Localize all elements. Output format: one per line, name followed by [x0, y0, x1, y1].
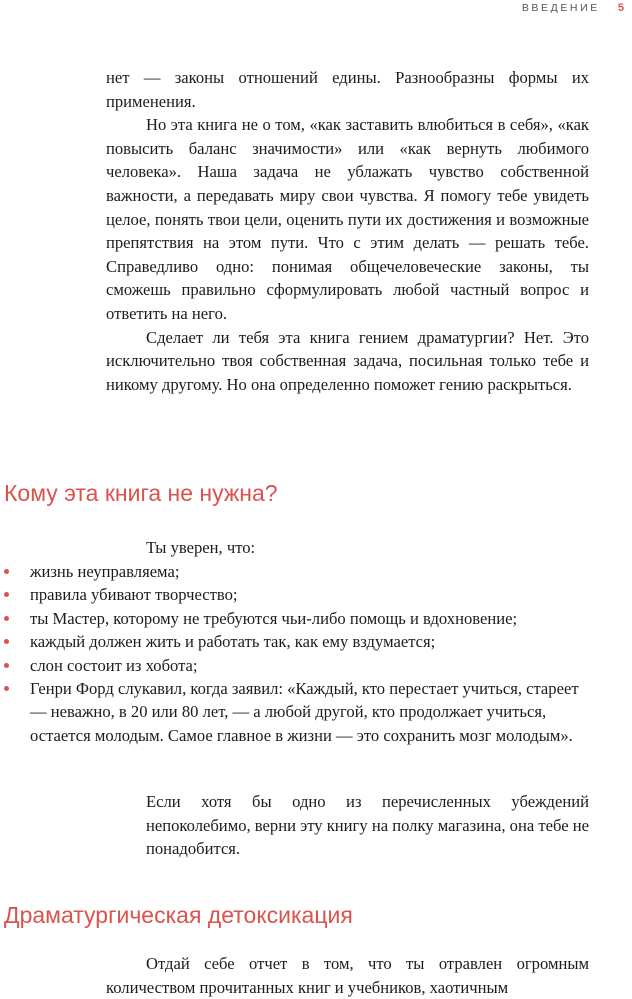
list-item: каждый должен жить и работать так, как ему вздумается;	[30, 630, 590, 653]
section-heading: Кому эта книга не нужна?	[4, 480, 278, 506]
bullet-icon	[4, 569, 9, 574]
bullet-icon	[4, 616, 9, 621]
section-label: ВВЕДЕНИЕ	[521, 2, 600, 14]
paragraph: Сделает ли тебя эта книга гением драматургии? Нет. Это исключительно твоя собственная задача, посильная только тебе и никому другому. Но она определенно поможет гению раскрыться.	[106, 327, 589, 394]
list-item: Генри Форд слукавил, когда заявил: «Каждый, кто перестает учиться, стареет — неважно, в 20 или 80 лет, — а любой другой, кто продолжает учиться, остается молодым. Самое главное в жизни — это сохранить мозг молодым».	[30, 677, 590, 747]
bullet-icon	[4, 686, 9, 691]
intro-text	[106, 66, 589, 396]
bullet-icon	[4, 663, 9, 668]
lead-text	[106, 536, 589, 560]
list-item: слон состоит из хобота;	[30, 654, 590, 677]
list-item: правила убивают творчество;	[30, 583, 590, 606]
closing-text	[146, 790, 589, 861]
belief-list	[30, 560, 590, 747]
list-item: жизнь неуправляема;	[30, 560, 590, 583]
paragraph: Ты уверен, что:	[146, 538, 256, 557]
detox-text	[106, 952, 589, 999]
list-item: ты Мастер, которому не требуются чьи-либо помощь и вдохновение;	[30, 607, 590, 630]
bullet-icon	[4, 639, 9, 644]
page-number: 5	[617, 2, 624, 14]
section-heading: Драматургическая детоксикация	[4, 902, 353, 928]
paragraph: Отдай себе отчет в том, что ты отравлен огромным количеством прочитанных книг и учебников, хаотичным	[106, 954, 589, 997]
running-head	[522, 0, 624, 16]
bullet-icon	[4, 592, 9, 597]
paragraph: нет — законы отношений едины. Разнообразны формы их применения.	[106, 68, 589, 111]
paragraph: Но эта книга не о том, «как заставить влюбиться в себя», «как повысить баланс значимости» или «как вернуть любимого человека». Наша задача не ублажать чувство собственной важности, а передавать миру свои чувства. Я помогу тебе увидеть целое, понять твои цели, оценить пути их достижения и возможные препятствия на этом пути. Что с этим делать — решать тебе. Справедливо одно: понимая общечеловеческие законы, ты сможешь правильно сформулировать любой частный вопрос и ответить на него.	[106, 115, 589, 323]
paragraph: Если хотя бы одно из перечисленных убеждений непоколебимо, верни эту книгу на полку магазина, она тебе не понадобится.	[146, 792, 589, 859]
